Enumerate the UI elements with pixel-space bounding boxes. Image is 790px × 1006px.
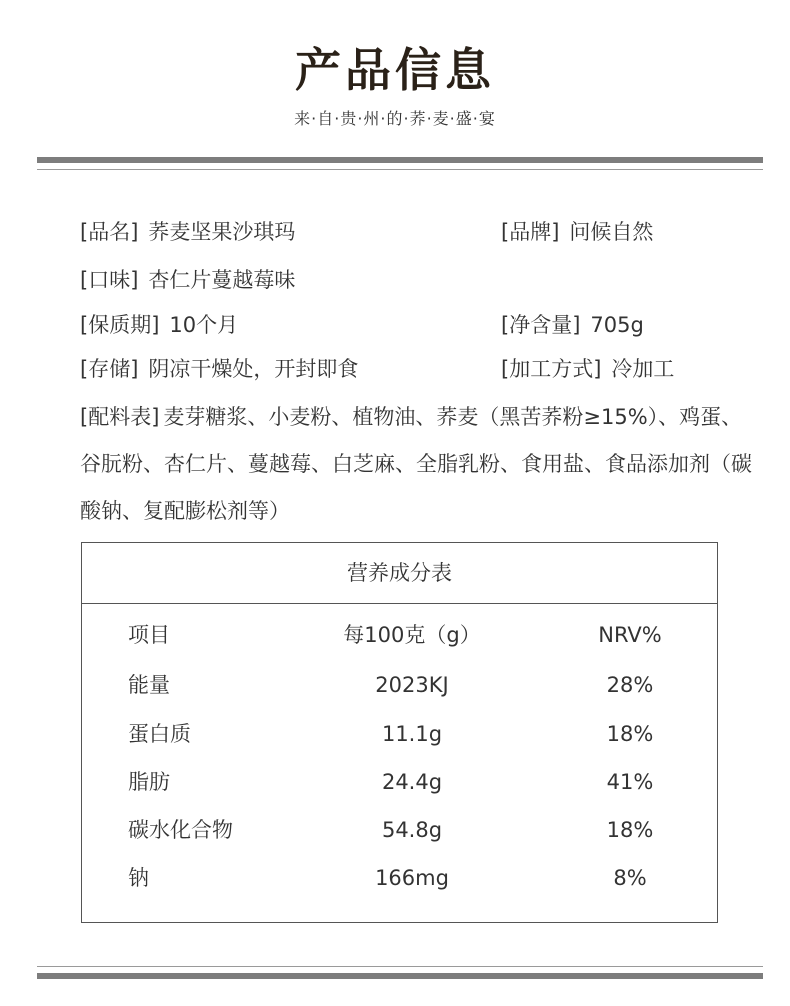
info-net-weight <box>501 309 644 339</box>
top-divider-thick <box>37 157 763 163</box>
row-item: 能量 <box>128 673 170 697</box>
info-brand <box>501 216 653 246</box>
table-row <box>82 863 717 893</box>
table-header-row <box>82 620 717 650</box>
bottom-divider-thin <box>37 966 763 967</box>
row-nrv: 41% <box>606 770 654 794</box>
info-value: 问候自然 <box>569 220 654 244</box>
info-value: 10个月 <box>169 313 239 337</box>
table-row <box>82 719 717 749</box>
info-product-name <box>80 216 295 246</box>
table-row <box>82 767 717 797</box>
info-label: [品牌] <box>501 220 560 244</box>
row-nrv: 28% <box>606 673 654 697</box>
top-divider-thin <box>37 169 763 170</box>
header-per-100g: 每100克（g） <box>343 623 481 647</box>
info-value: 705g <box>590 313 644 337</box>
info-ingredients <box>80 394 762 535</box>
nutrition-table <box>81 542 718 923</box>
info-label: [配料表] <box>80 405 160 429</box>
info-shelf-life <box>80 309 238 339</box>
info-label: [存储] <box>80 357 139 381</box>
info-processing <box>501 353 674 383</box>
info-value: 荞麦坚果沙琪玛 <box>148 220 296 244</box>
info-flavor <box>80 264 295 294</box>
info-value: 杏仁片蔓越莓味 <box>148 268 296 292</box>
row-item: 碳水化合物 <box>128 818 233 842</box>
row-amount: 166mg <box>375 866 449 890</box>
nutrition-table-title: 营养成分表 <box>82 543 717 604</box>
row-amount: 54.8g <box>381 818 443 842</box>
info-label: [加工方式] <box>501 357 602 381</box>
row-amount: 11.1g <box>381 722 443 746</box>
table-row <box>82 670 717 700</box>
info-value: 麦芽糖浆、小麦粉、植物油、荞麦（黑苦荞粉≥15%）、鸡蛋、谷朊粉、杏仁片、蔓越莓、白芝麻、全脂乳粉、食用盐、食品添加剂（碳酸钠、复配膨松剂等） <box>80 405 752 523</box>
row-item: 钠 <box>128 866 149 890</box>
row-amount: 24.4g <box>381 770 443 794</box>
table-row <box>82 815 717 845</box>
header-item: 项目 <box>128 623 170 647</box>
row-nrv: 18% <box>606 722 654 746</box>
row-nrv: 8% <box>613 866 647 890</box>
row-item: 蛋白质 <box>128 722 191 746</box>
info-value: 冷加工 <box>611 357 675 381</box>
bottom-divider-thick <box>37 973 763 979</box>
row-amount: 2023KJ <box>375 673 449 697</box>
info-value: 阴凉干燥处，开封即食 <box>148 357 359 381</box>
row-item: 脂肪 <box>128 770 170 794</box>
info-storage <box>80 353 358 383</box>
row-nrv: 18% <box>606 818 654 842</box>
info-label: [品名] <box>80 220 139 244</box>
info-label: [净含量] <box>501 313 581 337</box>
header-nrv: NRV% <box>598 623 662 647</box>
page-subtitle: 来·自·贵·州·的·荞·麦·盛·宴 <box>294 109 496 128</box>
page-title: 产品信息 <box>295 43 495 97</box>
info-label: [口味] <box>80 268 139 292</box>
info-label: [保质期] <box>80 313 160 337</box>
